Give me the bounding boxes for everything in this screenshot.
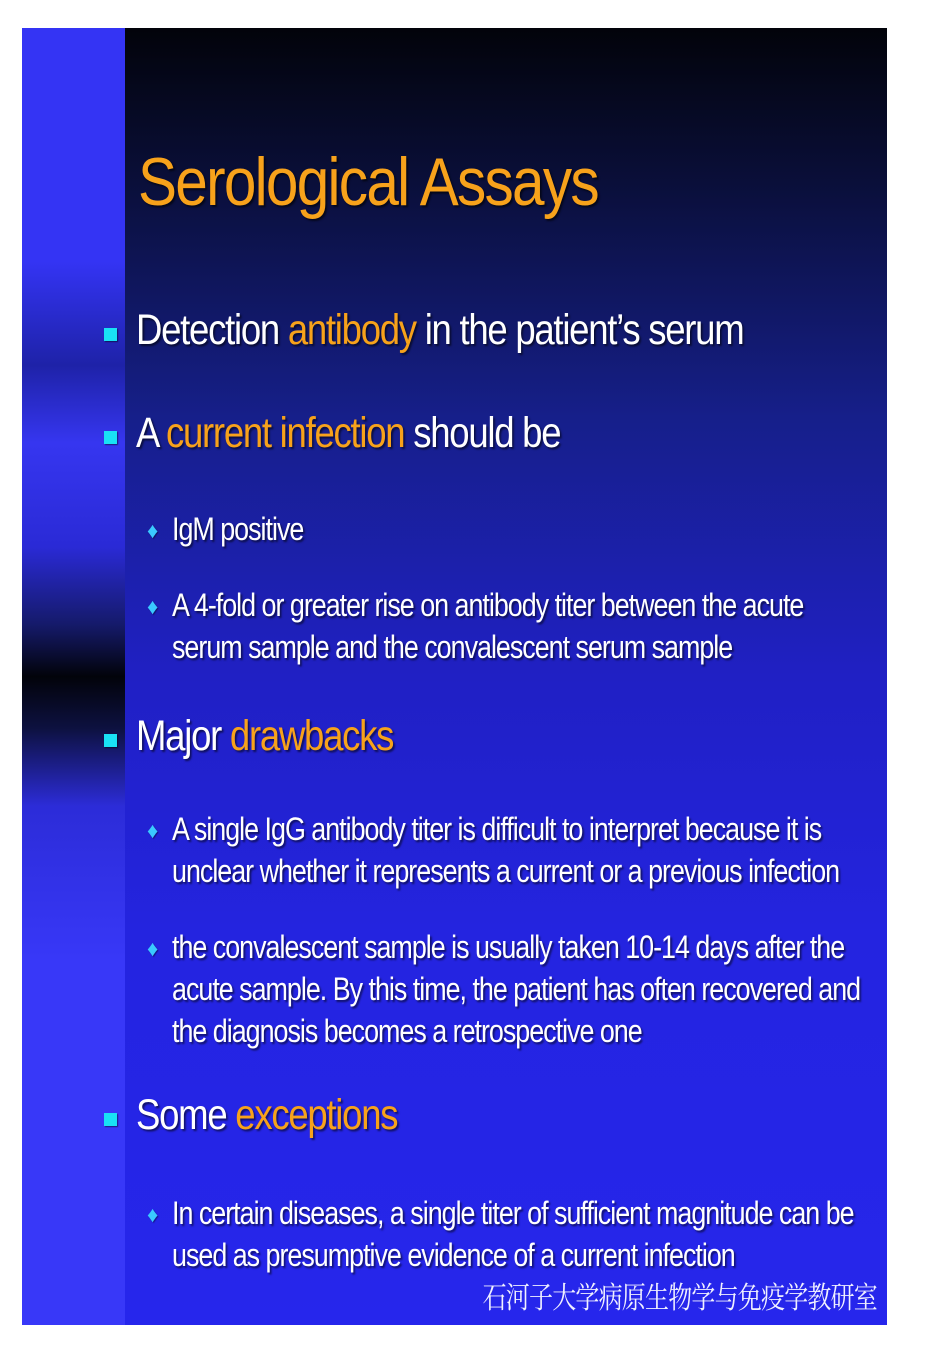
square-bullet-icon [104, 328, 117, 341]
sub-bullet-4-fold-rise: A 4-fold or greater rise on antibody titer between the acute serum sample and the convalescent serum sample [172, 587, 804, 665]
square-bullet-icon [104, 431, 117, 444]
square-bullet-icon [104, 1113, 117, 1126]
bullet-highlight: drawbacks [229, 712, 394, 760]
bullet-highlight: current infection [165, 409, 405, 457]
diamond-bullet-icon: ♦ [147, 594, 159, 619]
bullet-major-drawbacks [136, 712, 393, 761]
bullet-text: Major [136, 712, 230, 760]
diamond-bullet-icon: ♦ [147, 818, 159, 843]
bullet-text: in the patient’s serum [415, 306, 744, 354]
diamond-bullet-icon: ♦ [147, 1202, 159, 1227]
sub-bullet-single-titer: In certain diseases, a single titer of sufficient magnitude can be used as presumptive evidence of a current infection [172, 1195, 854, 1273]
bullet-text: A [136, 409, 166, 457]
bullet-highlight: exceptions [235, 1091, 398, 1139]
diamond-bullet-icon: ♦ [147, 936, 159, 961]
bullet-text: Some [136, 1091, 236, 1139]
bullet-text: Detection [136, 306, 288, 354]
footer-department-label: 石河子大学病原生物学与免疫学教研室 [482, 1281, 877, 1316]
square-bullet-icon [104, 734, 117, 747]
bullet-some-exceptions [136, 1091, 397, 1140]
diamond-bullet-icon: ♦ [147, 518, 159, 543]
sub-bullet-single-igg: A single IgG antibody titer is difficult to interpret because it is unclear whether it represents a current or a previous infection [172, 811, 840, 889]
bullet-highlight: antibody [287, 306, 416, 354]
bullet-current-infection [136, 409, 560, 458]
slide-title: Serological Assays [138, 144, 598, 220]
left-accent-bar [22, 28, 125, 1325]
sub-bullet-igm: IgM positive [172, 511, 304, 547]
sub-bullet-convalescent-sample: the convalescent sample is usually taken 10-14 days after the acute sample. By this time, the patient has often recovered and the diagnosis becomes a retrospective one [172, 929, 861, 1049]
slide [22, 28, 887, 1325]
bullet-text: should be [404, 409, 561, 457]
bullet-detection-antibody [136, 306, 743, 355]
